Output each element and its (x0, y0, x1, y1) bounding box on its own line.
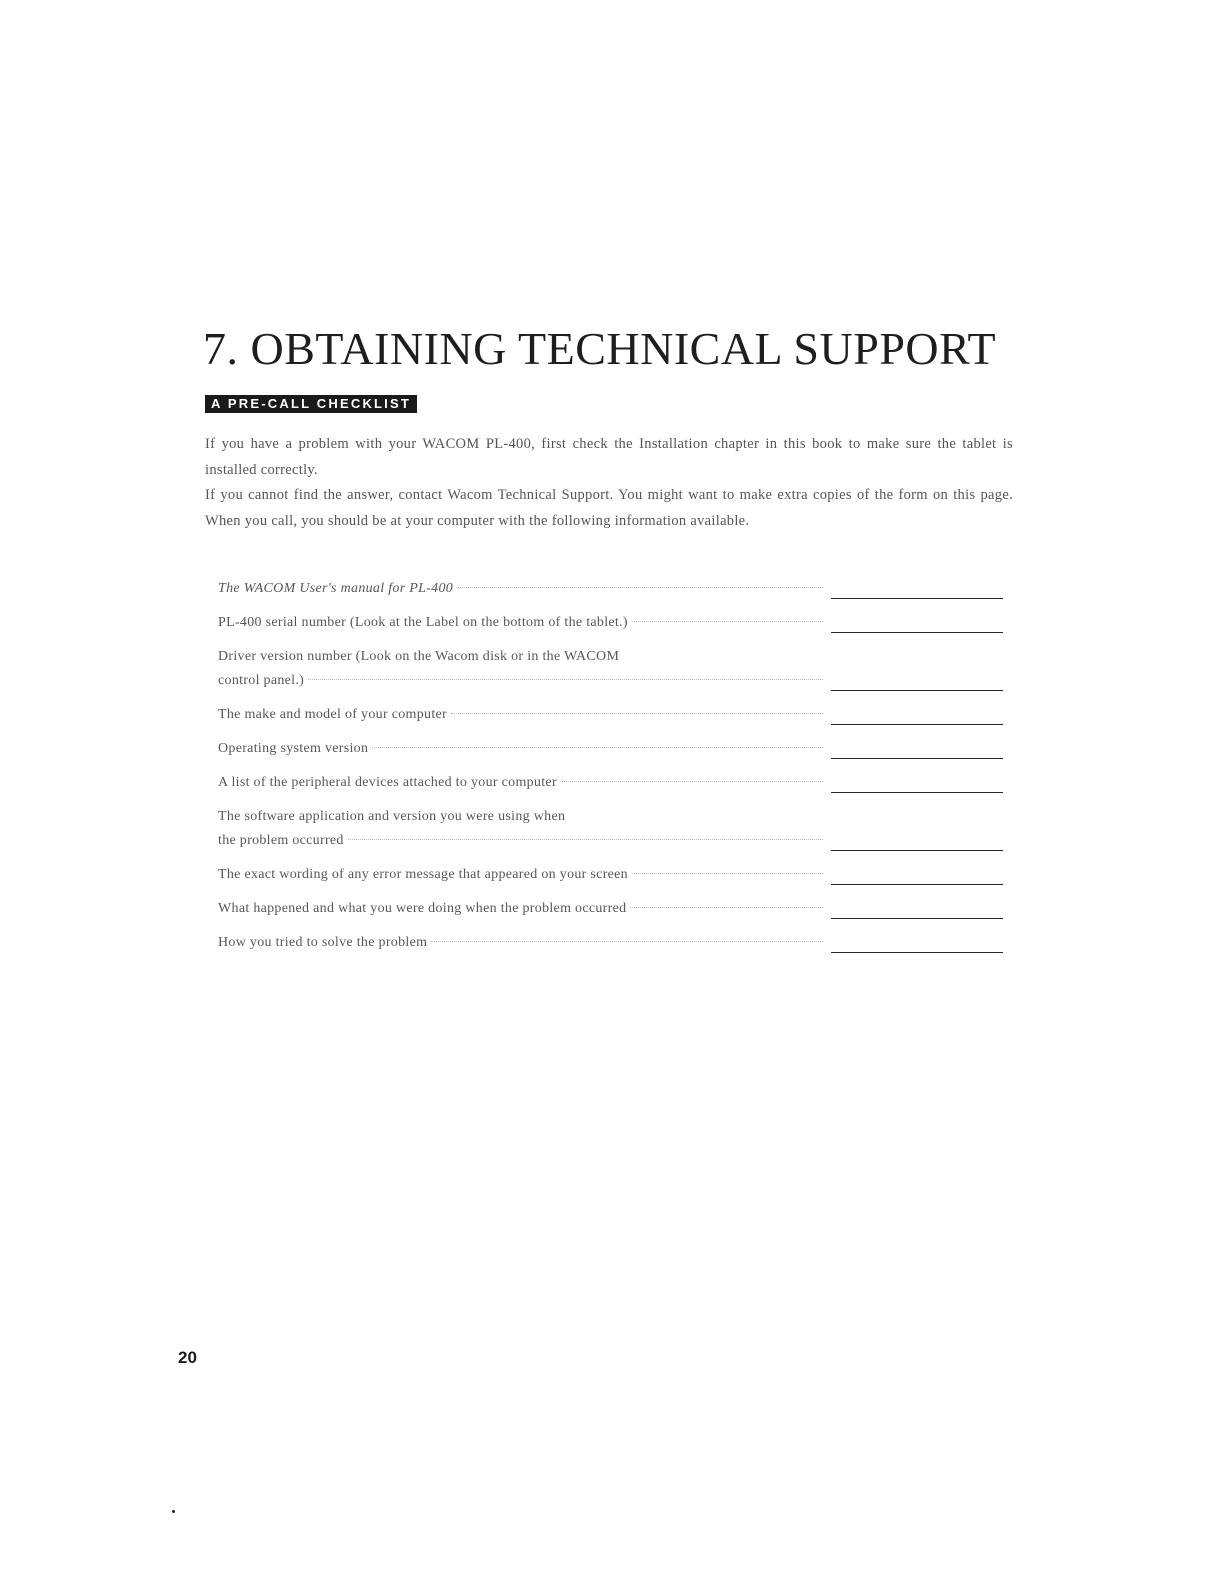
dot-leader (348, 839, 823, 840)
dot-leader (431, 941, 823, 942)
dot-leader (632, 621, 823, 622)
answer-blank[interactable] (831, 850, 1003, 851)
dot-leader (561, 781, 823, 782)
dot-leader (451, 713, 823, 714)
checklist-item (218, 803, 1008, 861)
checklist-item (218, 701, 1008, 735)
checklist-item (218, 861, 1008, 895)
checklist-item-label: How you tried to solve the problem (218, 935, 428, 950)
checklist-item (218, 735, 1008, 769)
dot-leader (308, 679, 823, 680)
intro-text (205, 432, 1013, 534)
checklist-item (218, 769, 1008, 803)
answer-blank[interactable] (831, 758, 1003, 759)
checklist-item (218, 575, 1008, 609)
scan-speck (172, 1510, 175, 1513)
answer-blank[interactable] (831, 724, 1003, 725)
checklist-item (218, 895, 1008, 929)
dot-leader (632, 873, 823, 874)
checklist-item-label: control panel.) (218, 673, 305, 688)
checklist-item-label: A list of the peripheral devices attached to your computer (218, 775, 557, 790)
checklist-item-label: the problem occurred (218, 833, 344, 848)
section-badge: A PRE-CALL CHECKLIST (205, 395, 417, 413)
checklist-item-label: The make and model of your computer (218, 707, 447, 722)
checklist-item-label: The WACOM User's manual for PL-400 (218, 581, 454, 596)
checklist-item-label: The software application and version you were using when (218, 809, 566, 824)
answer-blank[interactable] (831, 792, 1003, 793)
intro-paragraph: If you have a problem with your WACOM PL-400, first check the Installation chapter in this book to make sure the tablet is installed correctly. (205, 436, 1013, 478)
pre-call-checklist (218, 575, 1008, 963)
answer-blank[interactable] (831, 598, 1003, 599)
checklist-item (218, 929, 1008, 963)
answer-blank[interactable] (831, 884, 1003, 885)
dot-leader (457, 587, 823, 588)
dot-leader (372, 747, 823, 748)
checklist-item-label: What happened and what you were doing when the problem occurred (218, 901, 627, 916)
chapter-title: 7. OBTAINING TECHNICAL SUPPORT (203, 323, 997, 374)
checklist-item-label: Operating system version (218, 741, 369, 756)
checklist-item (218, 609, 1008, 643)
checklist-item-label: PL-400 serial number (Look at the Label on the bottom of the tablet.) (218, 615, 628, 630)
answer-blank[interactable] (831, 918, 1003, 919)
checklist-item-label: Driver version number (Look on the Wacom disk or in the WACOM (218, 649, 620, 664)
dot-leader (630, 907, 823, 908)
checklist-item (218, 643, 1008, 701)
answer-blank[interactable] (831, 632, 1003, 633)
answer-blank[interactable] (831, 952, 1003, 953)
answer-blank[interactable] (831, 690, 1003, 691)
checklist-item-label: The exact wording of any error message that appeared on your screen (218, 867, 628, 882)
page-number: 20 (178, 1348, 197, 1367)
intro-paragraph: If you cannot find the answer, contact Wacom Technical Support. You might want to make extra copies of the form on this page. When you call, you should be at your computer with the following information available. (205, 487, 1013, 529)
